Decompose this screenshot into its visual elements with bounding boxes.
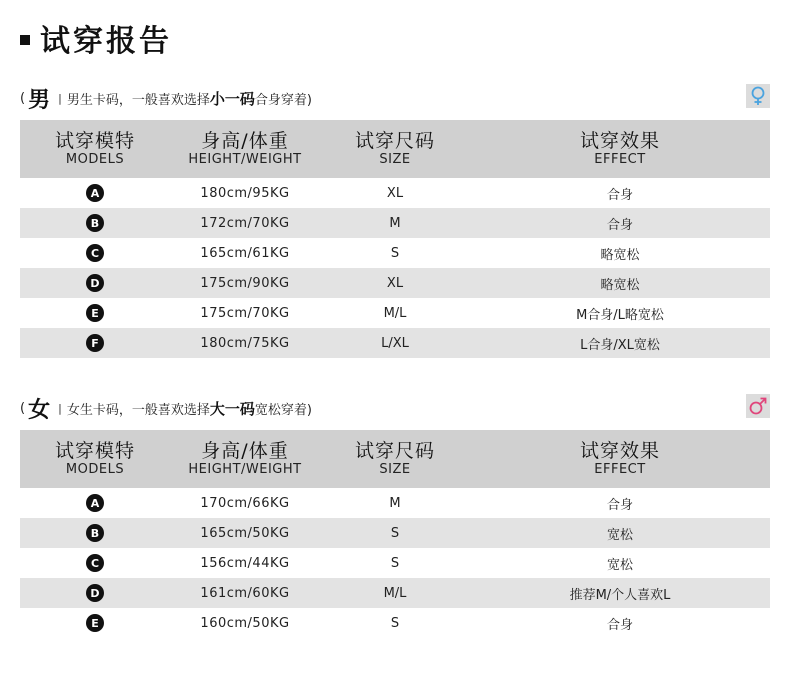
table-header <box>20 120 770 178</box>
model-badge: C <box>86 554 104 572</box>
table-row <box>20 518 770 548</box>
page-title-text: 试穿报告 <box>40 24 172 59</box>
effect-cell: 合身 <box>606 217 633 233</box>
female-section <box>20 390 770 638</box>
model-badge: A <box>86 494 104 512</box>
fit-table <box>20 120 770 358</box>
header-models-en: MODELS <box>65 462 125 477</box>
gender-badge <box>746 84 770 108</box>
section-header <box>20 390 770 426</box>
header-size-en: SIZE <box>379 152 411 167</box>
female-symbol-icon <box>749 86 767 106</box>
header-effect <box>470 130 770 168</box>
size-cell: M/L <box>383 585 407 601</box>
section-description-suffix: 合身穿着) <box>254 92 312 108</box>
model-badge: A <box>86 184 104 202</box>
effect-cell: 宽松 <box>606 527 633 543</box>
model-badge: C <box>86 244 104 262</box>
section-description-prefix: 女生卡码，一般喜欢选择 <box>66 402 210 418</box>
header-models-cn: 试穿模特 <box>54 130 135 152</box>
section-description-emphasis: 小一码 <box>209 89 255 108</box>
model-badge: D <box>86 584 104 602</box>
fit-table <box>20 430 770 638</box>
table-row <box>20 548 770 578</box>
size-cell: S <box>390 555 400 571</box>
effect-cell: 略宽松 <box>600 247 640 263</box>
male-section <box>20 80 770 358</box>
height-weight-cell: 165cm/50KG <box>200 525 290 541</box>
header-size <box>320 130 470 168</box>
section-description-prefix: 男生卡码，一般喜欢选择 <box>66 92 210 108</box>
effect-cell: 推荐M/个人喜欢L <box>569 587 671 603</box>
table-row <box>20 608 770 638</box>
section-header <box>20 80 770 116</box>
header-effect <box>470 440 770 478</box>
size-cell: M/L <box>383 305 407 321</box>
separator: | <box>58 91 62 105</box>
page-title <box>20 18 172 58</box>
table-row <box>20 298 770 328</box>
table-row <box>20 578 770 608</box>
effect-cell: M合身/L略宽松 <box>576 307 664 323</box>
model-badge: B <box>86 524 104 542</box>
section-description-suffix: 宽松穿着) <box>254 402 312 418</box>
header-size-en: SIZE <box>379 462 411 477</box>
header-height-weight <box>170 130 320 168</box>
height-weight-cell: 175cm/70KG <box>200 305 290 321</box>
size-cell: S <box>390 525 400 541</box>
model-badge: F <box>86 334 104 352</box>
header-models <box>20 130 170 168</box>
effect-cell: 合身 <box>606 497 633 513</box>
size-cell: XL <box>386 275 404 291</box>
male-symbol-icon <box>748 396 768 416</box>
model-badge: D <box>86 274 104 292</box>
header-size-cn: 试穿尺码 <box>354 130 435 152</box>
open-paren: ( <box>20 90 26 106</box>
header-hw-cn: 身高/体重 <box>201 130 289 152</box>
header-models-cn: 试穿模特 <box>54 440 135 462</box>
table-row <box>20 268 770 298</box>
gender-label: 女 <box>28 397 51 423</box>
model-badge: B <box>86 214 104 232</box>
header-models-en: MODELS <box>65 152 125 167</box>
height-weight-cell: 170cm/66KG <box>200 495 290 511</box>
height-weight-cell: 172cm/70KG <box>200 215 290 231</box>
effect-cell: 合身 <box>606 187 633 203</box>
header-effect-en: EFFECT <box>594 462 646 477</box>
table-row <box>20 238 770 268</box>
title-bullet-icon <box>20 35 30 45</box>
header-hw-en: HEIGHT/WEIGHT <box>188 462 302 477</box>
effect-cell: 宽松 <box>606 557 633 573</box>
open-paren: ( <box>20 400 26 416</box>
gender-label: 男 <box>28 87 51 113</box>
header-effect-en: EFFECT <box>594 152 646 167</box>
effect-cell: L合身/XL宽松 <box>580 337 660 353</box>
model-badge: E <box>86 304 104 322</box>
table-row <box>20 488 770 518</box>
height-weight-cell: 156cm/44KG <box>200 555 290 571</box>
height-weight-cell: 161cm/60KG <box>200 585 290 601</box>
size-cell: L/XL <box>381 335 409 351</box>
table-header <box>20 430 770 488</box>
separator: | <box>58 401 62 415</box>
table-row <box>20 178 770 208</box>
header-effect-cn: 试穿效果 <box>579 130 660 152</box>
height-weight-cell: 165cm/61KG <box>200 245 290 261</box>
model-badge: E <box>86 614 104 632</box>
header-size <box>320 440 470 478</box>
header-height-weight <box>170 440 320 478</box>
height-weight-cell: 180cm/95KG <box>200 185 290 201</box>
size-cell: S <box>390 615 400 631</box>
height-weight-cell: 175cm/90KG <box>200 275 290 291</box>
header-effect-cn: 试穿效果 <box>579 440 660 462</box>
size-cell: S <box>390 245 400 261</box>
height-weight-cell: 160cm/50KG <box>200 615 290 631</box>
size-cell: M <box>389 495 401 511</box>
header-hw-en: HEIGHT/WEIGHT <box>188 152 302 167</box>
section-description-emphasis: 大一码 <box>209 399 255 418</box>
gender-badge <box>746 394 770 418</box>
effect-cell: 合身 <box>606 617 633 633</box>
size-cell: XL <box>386 185 404 201</box>
effect-cell: 略宽松 <box>600 277 640 293</box>
header-hw-cn: 身高/体重 <box>201 440 289 462</box>
header-models <box>20 440 170 478</box>
size-cell: M <box>389 215 401 231</box>
table-row <box>20 328 770 358</box>
table-row <box>20 208 770 238</box>
header-size-cn: 试穿尺码 <box>354 440 435 462</box>
height-weight-cell: 180cm/75KG <box>200 335 290 351</box>
